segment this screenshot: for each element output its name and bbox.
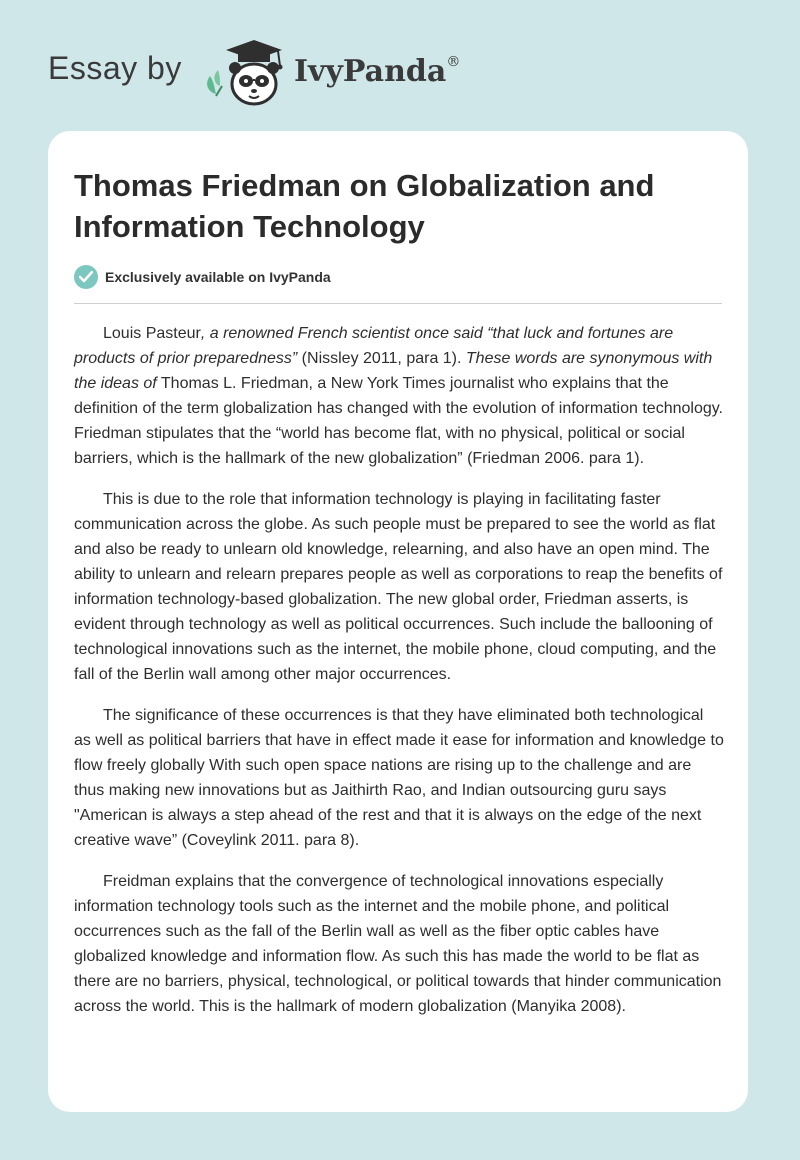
leaf-icon (207, 70, 222, 96)
panda-graduate-logo-icon[interactable] (202, 36, 292, 108)
essay-by-label: Essay by (48, 50, 182, 86)
p1-citation: (Nissley 2011, para 1). (297, 350, 466, 367)
essay-card (48, 131, 748, 1112)
brand-name[interactable] (294, 54, 460, 89)
paragraph-3: The significance of these occurrences is that they have eliminated both technological as well as political barriers that have in effect made it ease for information and knowledge to flow freely globally With such open space nations are rising up to the challenge and are thus making new innovations but as Jaithirth Rao, and Indian outsourcing guru says "American is always a step ahead of the rest and that it is always on the edge of the next creative wave” (Coveylink 2011. para 8). (74, 707, 724, 849)
check-circle-icon (74, 265, 98, 289)
essay-body (74, 321, 724, 1035)
exclusive-badge (74, 264, 331, 290)
site-header (48, 36, 468, 108)
divider (74, 303, 722, 304)
registered-mark: ® (446, 54, 461, 70)
paragraph-4: Freidman explains that the convergence of technological innovations especially information technology tools such as the internet and the mobile phone, and political occurrences such as the fall of the Berlin wall as well as the fiber optic cables have globalized knowledge and information flow. As such this has made the world to be flat as there are no barriers, physical, technological, or political towards that hinder communication across the world. This is the hallmark of modern globalization (Manyika 2008). (74, 873, 722, 1015)
exclusive-text: Exclusively available on IvyPanda (105, 269, 331, 285)
paragraph-2: This is due to the role that information technology is playing in facilitating faster communication across the globe. As such people must be prepared to see the world as flat and also be ready to unlearn old knowledge, relearning, and also have an open mind. The ability to unlearn and relearn prepares people as well as corporations to reap the benefits of information technology-based globalization. The new global order, Friedman asserts, is evident through technology as well as political occurrences. Such include the ballooning of technological innovations such as the internet, the mobile phone, cloud computing, and the fall of the Berlin wall among other major occurrences. (74, 491, 723, 683)
p1-emphasis: These words are synonymous with the ideas of (74, 350, 713, 392)
page-title: Thomas Friedman on Globalization and Information Technology (74, 168, 655, 244)
p1-name: Louis Pasteur (103, 325, 201, 342)
brand-name-text: IvyPanda (294, 54, 447, 89)
paragraph-1 (74, 321, 724, 471)
p1-quote: , a renowned French scientist once said “that luck and fortunes are products of prior preparedness” (74, 325, 674, 367)
p1-rest: Thomas L. Friedman, a New York Times journalist who explains that the definition of the term globalization has changed with the evolution of information technology. Friedman stipulates that the “world has become flat, with no physical, political or social barriers, which is the hallmark of the new globalization” (Friedman 2006. para 1). (74, 375, 723, 467)
